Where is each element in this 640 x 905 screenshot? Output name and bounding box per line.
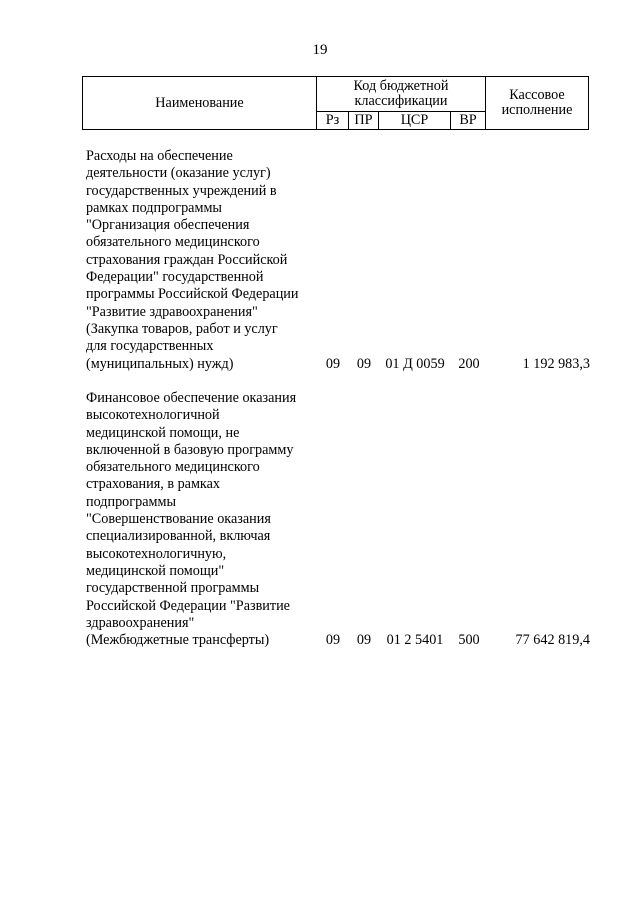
description-line: "Развитие здравоохранения" [86,303,258,320]
description-line: для государственных [86,338,214,355]
description-line: (Межбюджетные трансферты) [86,632,270,649]
row-amount: 77 642 819,4 [515,632,590,649]
description-line: государственной программы [86,580,260,597]
description-line: "Совершенствование оказания [86,511,271,528]
header-amount-line: исполнение [501,102,573,118]
header-amount-line: Кассовое [509,87,565,103]
description-line: подпрограммы [86,493,176,510]
description-line: здравоохранения" [86,614,195,631]
description-line: специализированной, включая [86,528,271,545]
row-vr: 200 [458,355,480,372]
row-pr: 09 [356,355,372,372]
table-header [82,76,589,130]
header-name: Наименование [83,77,317,130]
description-line: высокотехнологичную, [86,545,227,562]
description-line: программы Российской Федерации [86,286,299,303]
description-line: "Организация обеспечения [86,217,250,234]
description-line: рамках подпрограммы [86,199,222,216]
description-line: медицинской помощи" [86,562,225,579]
row-vr: 500 [458,632,480,649]
description-line: обязательного медицинского [86,234,260,251]
header-pr: ПР [349,112,379,130]
description-line: (Закупка товаров, работ и услуг [86,320,278,337]
header-vr: ВР [451,112,486,130]
row-rz: 09 [325,632,341,649]
description-line: Федерации" государственной [86,269,264,286]
description-line: медицинской помощи, не [86,424,240,441]
row-amount: 1 192 983,3 [522,355,590,372]
description-line: государственных учреждений в [86,182,277,199]
row-pr: 09 [356,632,372,649]
row-description [86,148,318,373]
description-line: Российской Федерации "Развитие [86,597,290,614]
row-description [86,390,318,649]
description-line: (муниципальных) нужд) [86,355,234,372]
row-csr: 01 Д 0059 [385,355,445,372]
description-line: страхования граждан Российской [86,251,288,268]
header-csr: ЦСР [379,112,451,130]
description-line: Расходы на обеспечение [86,148,233,164]
header-rz: Рз [317,112,349,130]
header-amount [486,77,589,130]
header-code-group [317,77,486,112]
header-code-group-line: классификации [354,93,448,109]
row-csr: 01 2 5401 [386,632,444,649]
row-rz: 09 [325,355,341,372]
description-line: обязательного медицинского [86,459,260,476]
page-number: 19 [312,42,328,58]
description-line: высокотехнологичной [86,407,220,424]
description-line: деятельности (оказание услуг) [86,165,271,182]
header-code-group-line: Код бюджетной [353,78,449,94]
description-line: Финансовое обеспечение оказания [86,390,297,406]
description-line: страхования, в рамках [86,476,221,493]
description-line: включенной в базовую программу [86,441,294,458]
